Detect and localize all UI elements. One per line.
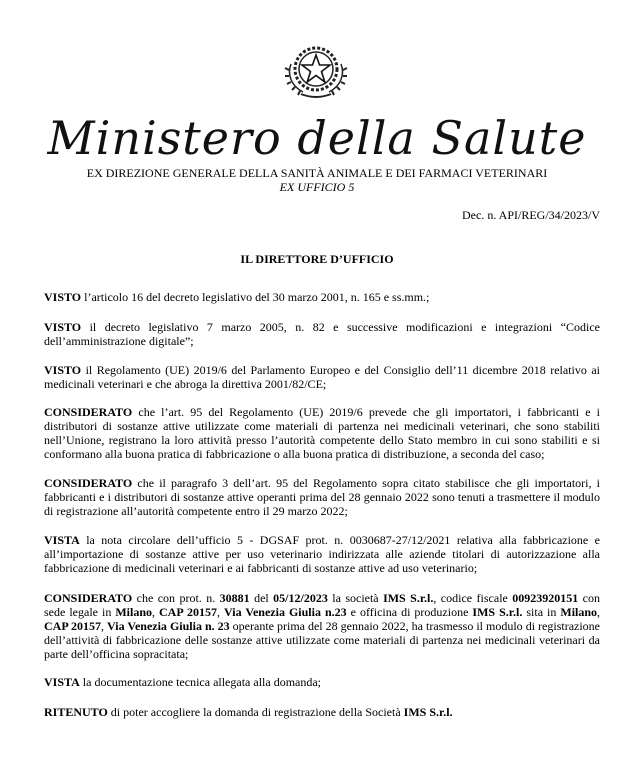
office-name: EX UFFICIO 5 xyxy=(279,180,355,194)
ministry-name: Ministero della Salute xyxy=(47,111,587,165)
paragraph-ritenuto: RITENUTO di poter accogliere la domanda di registrazione della Società IMS S.r.l. xyxy=(44,705,453,719)
paragraph-considerato-art95: CONSIDERATO che l’art. 95 del Regolamento (UE) 2019/6 prevede che gli importatori, i fabbricanti e i distributori di sostanze attive utilizzate come materiali di partenza nei medicinali veterinari, che sono stabiliti nell’Unione, registrano la loro attività presso l’autorità competente dello Stato membro in cui sono stabiliti e si conformano alla buona pratica di fabbricazione o alla buona pratica di distribuzione, a seconda del caso; xyxy=(44,405,600,461)
document-heading: IL DIRETTORE D’UFFICIO xyxy=(240,252,394,266)
paragraph-vista-nota: VISTA la nota circolare dell’ufficio 5 - DGSAF prot. n. 0030687-27/12/2021 relativa alla fabbricazione e all’importazione di sostanze attive per uso veterinario indirizzata alle aziende titolari di autorizzazione alla fabbricazione di medicinali veterinari e ai fabbricanti di sostanze attive ad uso veterinario; xyxy=(44,533,600,575)
paragraph-visto-dlgs-165: VISTO l’articolo 16 del decreto legislativo del 30 marzo 2001, n. 165 e ss.mm.; xyxy=(44,290,430,304)
decree-number: Dec. n. API/REG/34/2023/V xyxy=(462,208,600,222)
paragraph-visto-cad: VISTO il decreto legislativo 7 marzo 2005, n. 82 e successive modificazioni e integrazioni “Codice dell’amministrazione digitale”; xyxy=(44,320,600,348)
paragraph-considerato-ims: CONSIDERATO che con prot. n. 30881 del 05/12/2023 la società IMS S.r.l., codice fiscale 00923920151 con sede legale in Milano, CAP 20157, Via Venezia Giulia n.23 e officina di produzione IMS S.r.l. sita in Milano, CAP 20157, Via Venezia Giulia n. 23 operante prima del 28 gennaio 2022, ha trasmesso il modulo di registrazione dell’attività di fabbricazione delle sostanze attive utilizzate come materiali di partenza nei medicinali veterinari da parte dell’officina sopracitata; xyxy=(44,591,601,661)
department-name: EX DIREZIONE GENERALE DELLA SANITÀ ANIMALE E DEI FARMACI VETERINARI xyxy=(86,166,548,180)
paragraph-visto-regolamento: VISTO il Regolamento (UE) 2019/6 del Parlamento Europeo e del Consiglio dell’11 dicembre 2018 relativo ai medicinali veterinari e che abroga la direttiva 2001/82/CE; xyxy=(44,363,600,391)
document-body xyxy=(44,290,600,719)
paragraph-considerato-par3: CONSIDERATO che il paragrafo 3 dell’art. 95 del Regolamento sopra citato stabilisce che gli importatori, i fabbricanti e i distributori di sostanze attive operanti prima del 28 gennaio 2022 sono tenuti a trasmettere il modulo di registrazione all’autorità competente entro il 29 marzo 2022; xyxy=(44,476,600,518)
republic-emblem-icon xyxy=(283,42,349,100)
paragraph-vista-documentazione: VISTA la documentazione tecnica allegata alla domanda; xyxy=(44,675,322,689)
